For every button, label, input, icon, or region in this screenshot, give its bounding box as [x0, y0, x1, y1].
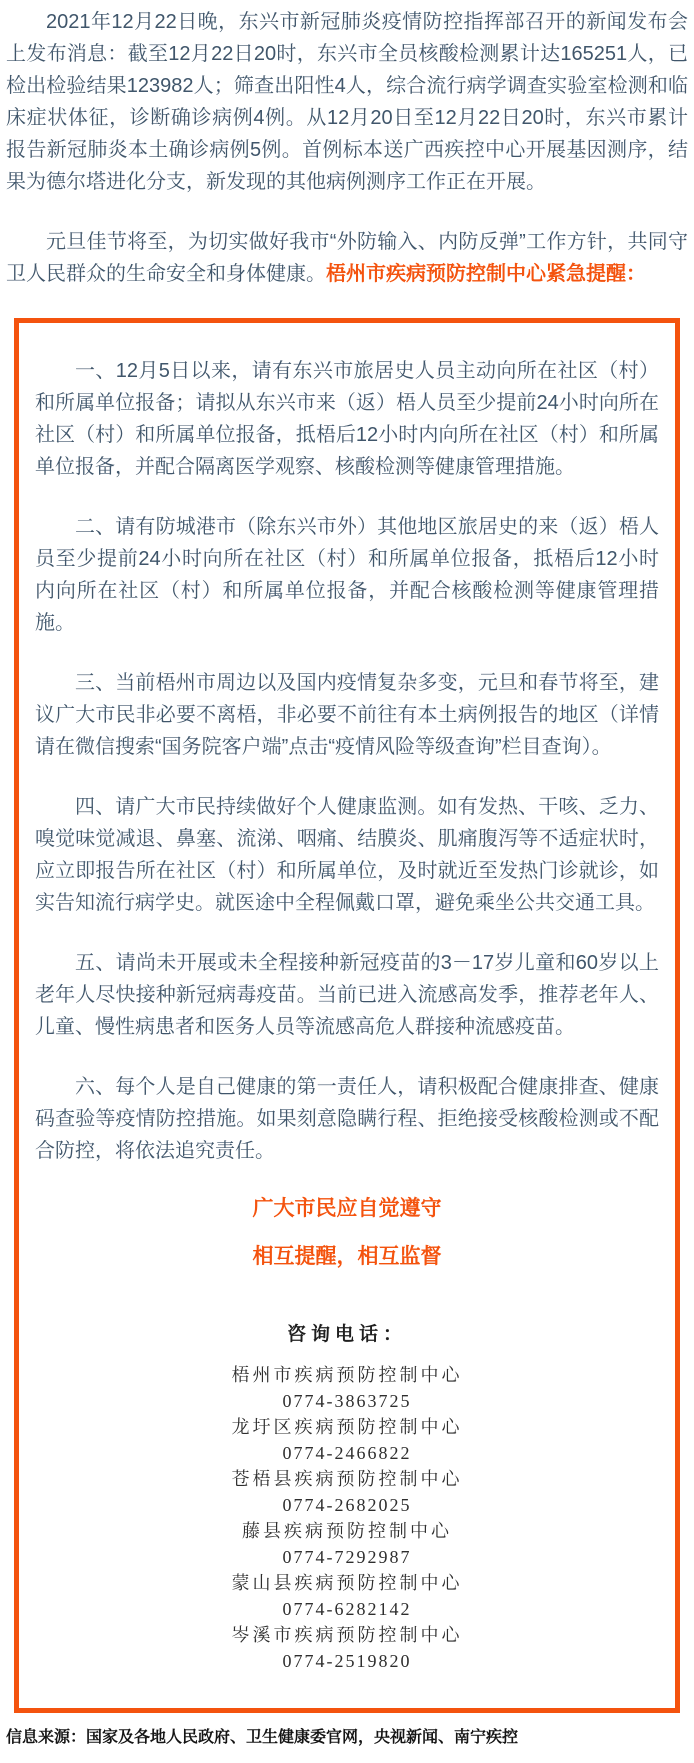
notice-item-3: 三、当前梧州市周边以及国内疫情复杂多变，元旦和春节将至，建议广大市民非必要不离梧，非必要不前往有本土病例报告的地区（详情请在微信搜索“国务院客户端”点击“疫情风险等级查询”栏目查询）。: [35, 672, 659, 758]
intro-paragraph-2-text: 元旦佳节将至，为切实做好我市“外防输入、内防反弹”工作方针，共同守卫人民群众的生命安全和身体健康。: [6, 231, 688, 285]
hotline-phone: 0774-6282142: [282, 1599, 412, 1619]
hotline-name: 岑溪市疾病预防控制中心: [231, 1625, 463, 1645]
intro-paragraph-1: 2021年12月22日晚，东兴市新冠肺炎疫情防控指挥部召开的新闻发布会上发布消息：截至12月22日20时，东兴市全员核酸检测累计达165251人，已检出检验结果123982人；筛查出阳性4人，综合流行病学调查实验室检测和临床症状体征，诊断确诊病例4例。从12月20日至12月22日20时，东兴市累计报告新冠肺炎本土确诊病例5例。首例标本送广西疾控中心开展基因测序，结果为德尔塔进化分支，新发现的其他病例测序工作正在开展。: [6, 11, 688, 193]
slogan-line-2: 相互提醒，相互监督: [252, 1245, 442, 1268]
hotline-phone: 0774-7292987: [282, 1547, 412, 1567]
hotline-phone: 0774-2519820: [282, 1651, 412, 1671]
notice-item-2: 二、请有防城港市（除东兴市外）其他地区旅居史的来（返）梧人员至少提前24小时向所在社区（村）和所属单位报备，抵梧后12小时内向所在社区（村）和所属单位报备，并配合核酸检测等健康管理措施。: [35, 516, 659, 634]
emergency-notice-box: [14, 318, 680, 1713]
notice-item-4: 四、请广大市民持续做好个人健康监测。如有发热、干咳、乏力、嗅觉味觉减退、鼻塞、流涕、咽痛、结膜炎、肌痛腹泻等不适症状时，应立即报告所在社区（村）和所属单位，及时就近至发热门诊就诊，如实告知流行病学史。就医途中全程佩戴口罩，避免乘坐公共交通工具。: [35, 796, 659, 914]
hotline-phone: 0774-2466822: [282, 1443, 412, 1463]
hotline-phone: 0774-2682025: [282, 1495, 412, 1515]
hotline-name: 苍梧县疾病预防控制中心: [231, 1469, 463, 1489]
hotline-title: 咨询电话：: [286, 1324, 407, 1345]
source-footer: 信息来源：国家及各地人民政府、卫生健康委官网，央视新闻、南宁疾控: [6, 1729, 519, 1746]
hotline-name: 龙圩区疾病预防控制中心: [231, 1417, 463, 1437]
hotline-phone: 0774-3863725: [282, 1391, 412, 1411]
notice-item-1: 一、12月5日以来，请有东兴市旅居史人员主动向所在社区（村）和所属单位报备；请拟从东兴市来（返）梧人员至少提前24小时向所在社区（村）和所属单位报备，抵梧后12小时内向所在社区（村）和所属单位报备，并配合隔离医学观察、核酸检测等健康管理措施。: [35, 360, 659, 478]
emergency-reminder-highlight: 梧州市疾病预防控制中心紧急提醒：: [326, 263, 646, 285]
notice-item-5: 五、请尚未开展或未全程接种新冠疫苗的3－17岁儿童和60岁以上老年人尽快接种新冠病毒疫苗。当前已进入流感高发季，推荐老年人、儿童、慢性病患者和医务人员等流感高危人群接种流感疫苗。: [35, 952, 659, 1038]
intro-paragraph-2: [6, 226, 688, 290]
hotline-name: 蒙山县疾病预防控制中心: [231, 1573, 463, 1593]
hotline-name: 梧州市疾病预防控制中心: [231, 1365, 463, 1385]
hotline-name: 藤县疾病预防控制中心: [242, 1521, 452, 1541]
slogan-line-1: 广大市民应自觉遵守: [252, 1197, 442, 1220]
notice-item-6: 六、每个人是自己健康的第一责任人，请积极配合健康排查、健康码查验等疫情防控措施。如果刻意隐瞒行程、拒绝接受核酸检测或不配合防控，将依法追究责任。: [35, 1076, 659, 1162]
